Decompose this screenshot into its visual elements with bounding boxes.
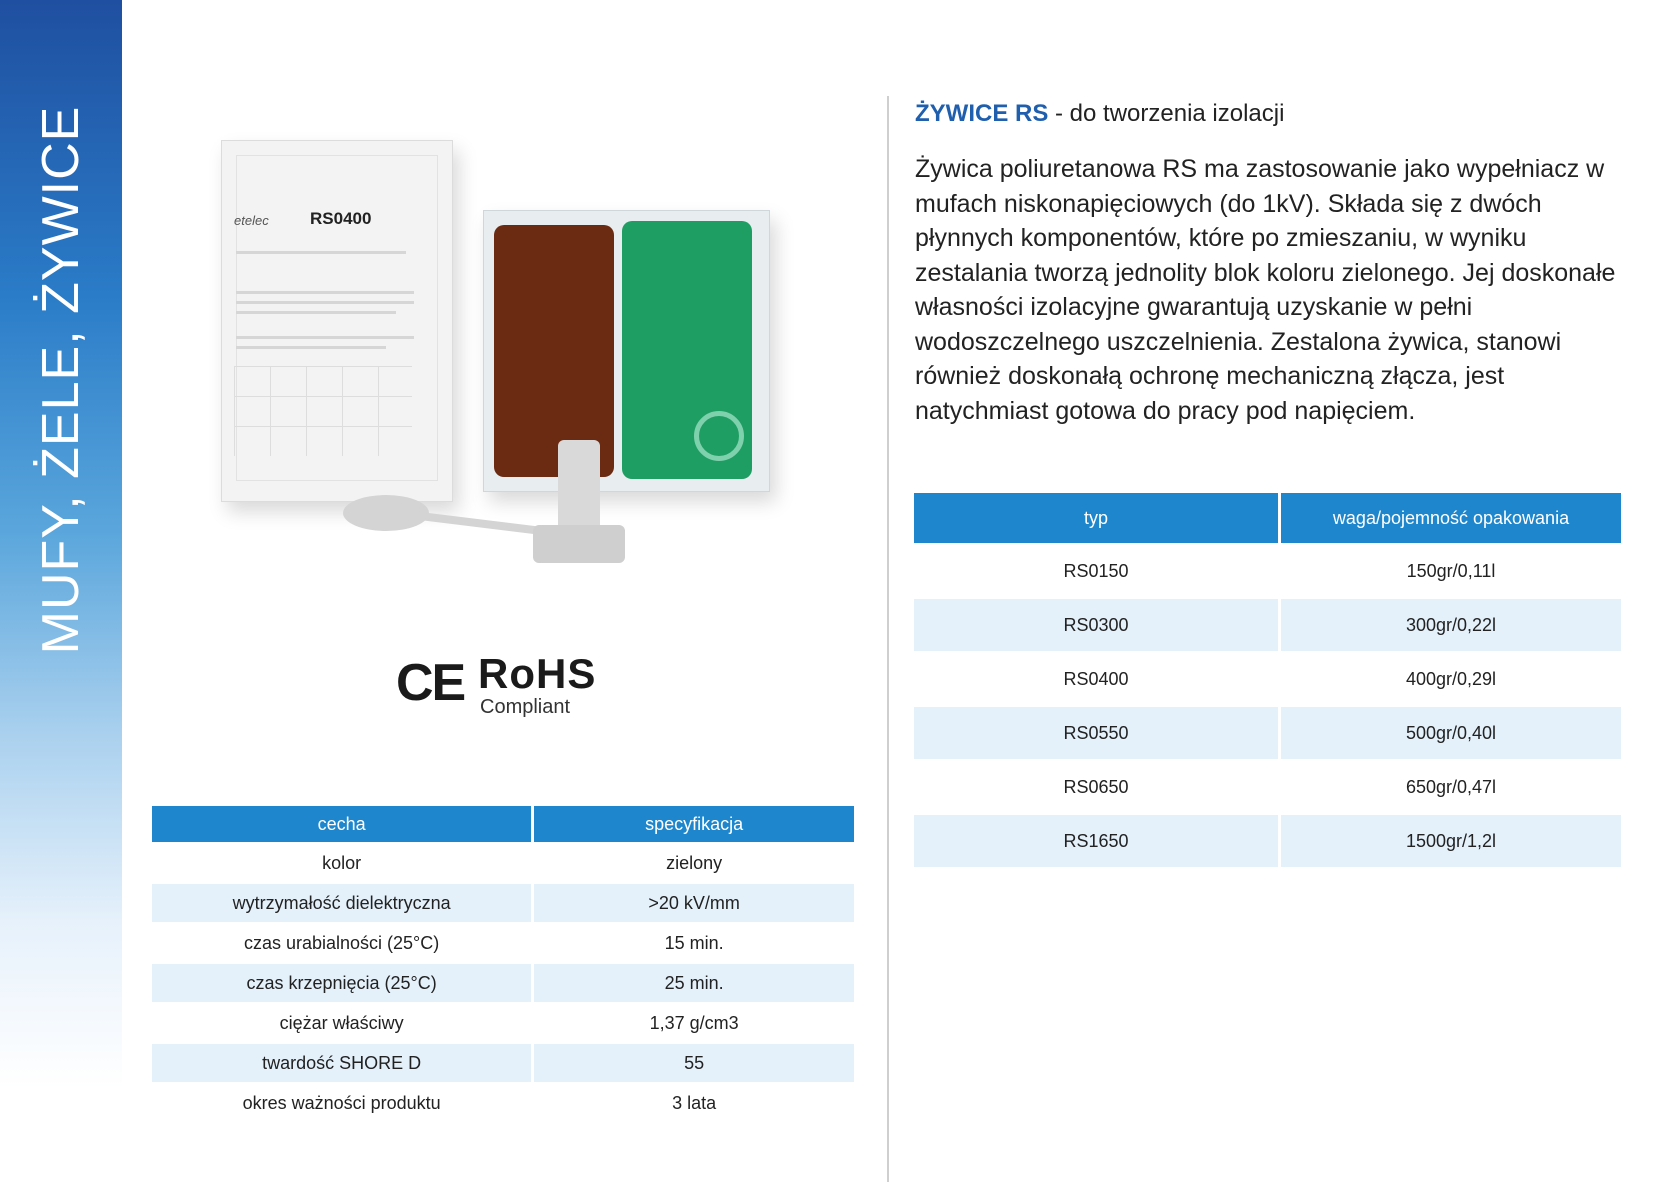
type-code-cell: RS0150 (1063, 560, 1129, 581)
column-divider (887, 96, 889, 1182)
table-row (914, 761, 1621, 813)
type-code-cell: RS0650 (1063, 776, 1129, 797)
package-text-line (236, 346, 386, 349)
type-code-cell: RS0400 (1063, 668, 1129, 689)
type-weight-cell: 400gr/0,29l (1405, 668, 1497, 689)
spec-feature-cell: twardość SHORE D (152, 1044, 531, 1082)
package-text-line (236, 301, 414, 304)
bag-clip-ring (694, 411, 744, 461)
table-row (914, 545, 1621, 597)
package-text-line (236, 336, 414, 339)
type-code-cell: RS0300 (914, 599, 1278, 651)
rohs-mark: RoHS (478, 650, 597, 697)
heading-bold: ŻYWICE RS (915, 100, 1049, 127)
sidebar-band (0, 0, 122, 1182)
table-row (152, 964, 854, 1002)
table-row (152, 884, 854, 922)
type-table (911, 491, 1624, 869)
resin-component-a (494, 225, 614, 477)
type-header-weight: waga/pojemność opakowania (1281, 493, 1621, 543)
spec-header-feature: cecha (152, 806, 531, 842)
table-row (914, 653, 1621, 705)
spec-value-cell: 15 min. (664, 932, 724, 953)
package-instructions-grid (234, 366, 412, 456)
package-logo: etelec (234, 213, 269, 228)
table-header-row (914, 493, 1621, 543)
table-row (914, 599, 1621, 651)
type-weight-cell: 150gr/0,11l (1406, 560, 1496, 581)
resin-bag (483, 210, 770, 492)
spec-feature-cell: czas krzepnięcia (25°C) (152, 964, 531, 1002)
product-image (215, 140, 865, 590)
type-weight-cell: 1500gr/1,2l (1281, 815, 1621, 867)
table-row (152, 1044, 854, 1082)
ce-mark: CE (396, 654, 465, 712)
resin-package (221, 140, 453, 502)
nozzle-strap (420, 512, 542, 535)
type-weight-cell: 300gr/0,22l (1281, 599, 1621, 651)
package-code: RS0400 (310, 209, 372, 228)
nozzle-cap (343, 495, 429, 531)
spec-value-cell: 1,37 g/cm3 (649, 1012, 739, 1033)
type-code-cell: RS0550 (914, 707, 1278, 759)
nozzle-base (533, 525, 625, 563)
section-heading (915, 100, 1284, 128)
package-text-line (236, 291, 414, 294)
pouring-nozzle (558, 440, 600, 535)
table-row (152, 1084, 854, 1122)
heading-rest: - do tworzenia izolacji (1048, 100, 1285, 127)
type-weight-cell: 500gr/0,40l (1281, 707, 1621, 759)
spec-feature-cell: czas urabialności (25°C) (243, 932, 440, 953)
spec-value-cell: zielony (666, 852, 723, 873)
sidebar-title: MUFY, ŻELE, ŻYWICE (32, 105, 90, 655)
spec-table (149, 804, 857, 1124)
spec-value-cell: 3 lata (672, 1092, 717, 1113)
table-row (914, 815, 1621, 867)
spec-value-cell: 25 min. (534, 964, 854, 1002)
spec-feature-cell: ciężar właściwy (279, 1012, 404, 1033)
type-weight-cell: 650gr/0,47l (1405, 776, 1497, 797)
spec-feature-cell: wytrzymałość dielektryczna (152, 884, 531, 922)
table-row (152, 1004, 854, 1042)
table-row (152, 844, 854, 882)
spec-value-cell: >20 kV/mm (534, 884, 854, 922)
spec-feature-cell: kolor (322, 852, 362, 873)
spec-value-cell: 55 (534, 1044, 854, 1082)
certification-marks (396, 650, 616, 720)
product-description: Żywica poliuretanowa RS ma zastosowanie jako wypełniacz w mufach niskonapięciowych (do 1kV). Składa się z dwóch płynnych komponentów, które po zmieszaniu, w wyniku zestalania tworzą jednolity blok koloru zielonego. Jej doskonałe własności izolacyjne gwarantują uzyskanie w pełni wodoszczelnego uszczelnienia. Zestalona żywica, stanowi również doskonałą ochronę mechaniczną złącza, jest natychmiast gotowa do pracy pod napięciem. (915, 155, 1616, 425)
rohs-compliant-label: Compliant (480, 696, 571, 718)
type-code-cell: RS1650 (914, 815, 1278, 867)
type-header-type: typ (914, 493, 1278, 543)
package-text-line (236, 311, 396, 314)
spec-feature-cell: okres ważności produktu (242, 1092, 441, 1113)
spec-header-spec: specyfikacja (534, 806, 854, 842)
package-text-line (236, 251, 406, 254)
table-row (914, 707, 1621, 759)
table-row (152, 924, 854, 962)
table-header-row (152, 806, 854, 842)
